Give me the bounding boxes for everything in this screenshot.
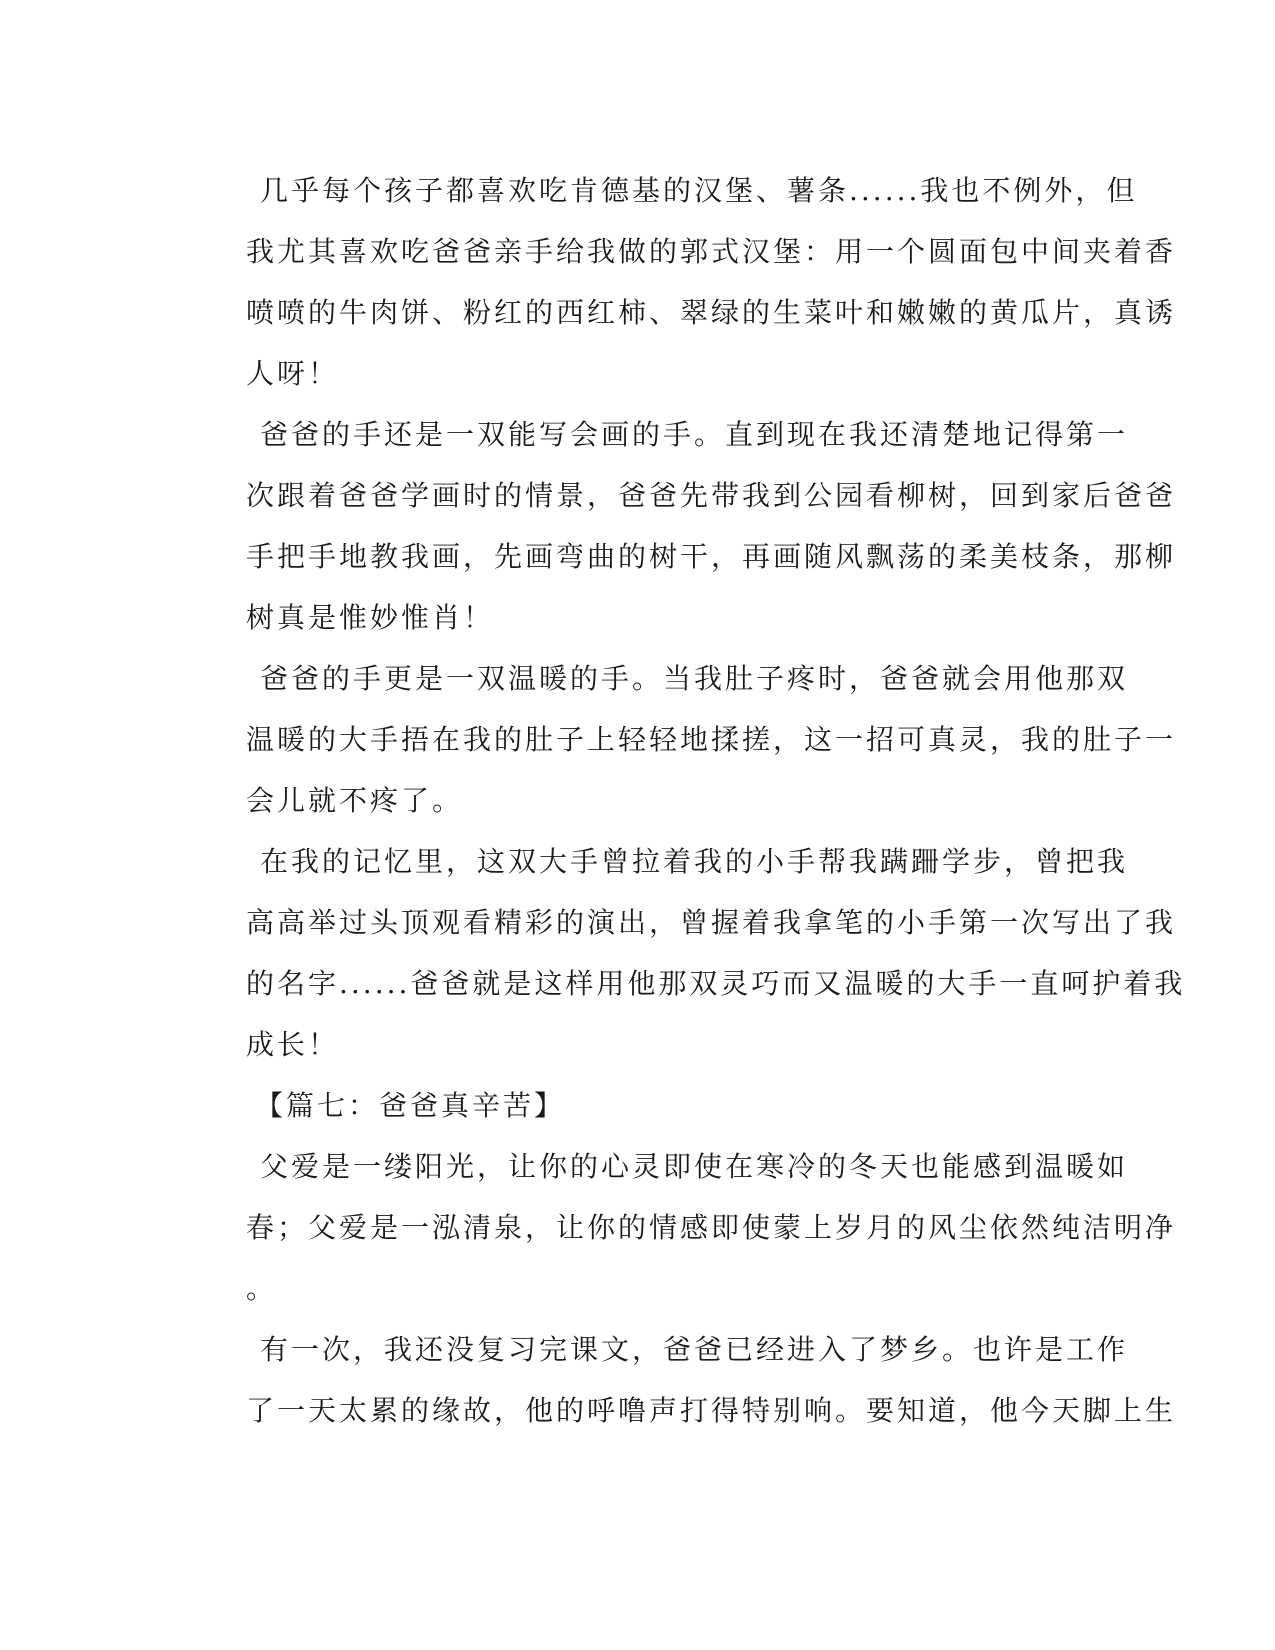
text-line: 高高举过头顶观看精彩的演出，曾握着我拿笔的小手第一次写出了我	[246, 906, 1177, 939]
body-text	[190, 160, 1186, 1441]
text-line: 春；父爱是一泓清泉，让你的情感即使蒙上岁月的风尘依然纯洁明净	[246, 1211, 1177, 1244]
text-line: 次跟着爸爸学画时的情景，爸爸先带我到公园看柳树，回到家后爸爸	[246, 479, 1177, 512]
paragraph-fatherly-love	[190, 1136, 1177, 1319]
paragraph-memory	[190, 831, 1186, 1075]
section-heading	[190, 1075, 1090, 1136]
text-line: 有一次，我还没复习完课文，爸爸已经进入了梦乡。也许是工作	[260, 1333, 1129, 1366]
paragraph-hamburger	[190, 160, 1177, 404]
text-line: 会儿就不疼了。	[246, 784, 464, 817]
paragraph-one-time	[190, 1319, 1177, 1441]
text-line: 手把手地教我画，先画弯曲的树干，再画随风飘荡的柔美枝条，那柳	[246, 540, 1177, 573]
text-line: 在我的记忆里，这双大手曾拉着我的小手帮我蹒跚学步，曾把我	[260, 845, 1129, 878]
text-line: 温暖的大手捂在我的肚子上轻轻地揉搓，这一招可真灵，我的肚子一	[246, 723, 1177, 756]
text-line: 几乎每个孩子都喜欢吃肯德基的汉堡、薯条......我也不例外，但	[260, 174, 1138, 207]
text-line: 的名字......爸爸就是这样用他那双灵巧而又温暖的大手一直呵护着我	[246, 967, 1186, 1000]
text-line: 爸爸的手更是一双温暖的手。当我肚子疼时，爸爸就会用他那双	[260, 662, 1129, 695]
text-line: 我尤其喜欢吃爸爸亲手给我做的郭式汉堡：用一个圆面包中间夹着香	[246, 235, 1177, 268]
text-line: 喷喷的牛肉饼、粉红的西红柿、翠绿的生菜叶和嫩嫩的黄瓜片，真诱	[246, 296, 1177, 329]
text-line: 了一天太累的缘故，他的呼噜声打得特别响。要知道，他今天脚上生	[246, 1394, 1177, 1427]
paragraph-warm-hands	[190, 648, 1177, 831]
text-line: 。	[246, 1272, 278, 1305]
text-line: 父爱是一缕阳光，让你的心灵即使在寒冷的冬天也能感到温暖如	[260, 1150, 1129, 1183]
text-line: 人呀！	[246, 357, 340, 390]
section-heading-text: 【篇七：爸爸真辛苦】	[255, 1089, 566, 1122]
paragraph-drawing	[190, 404, 1177, 648]
text-line: 爸爸的手还是一双能写会画的手。直到现在我还清楚地记得第一	[260, 418, 1129, 451]
text-line: 成长！	[246, 1028, 340, 1061]
text-line: 树真是惟妙惟肖！	[246, 601, 495, 634]
